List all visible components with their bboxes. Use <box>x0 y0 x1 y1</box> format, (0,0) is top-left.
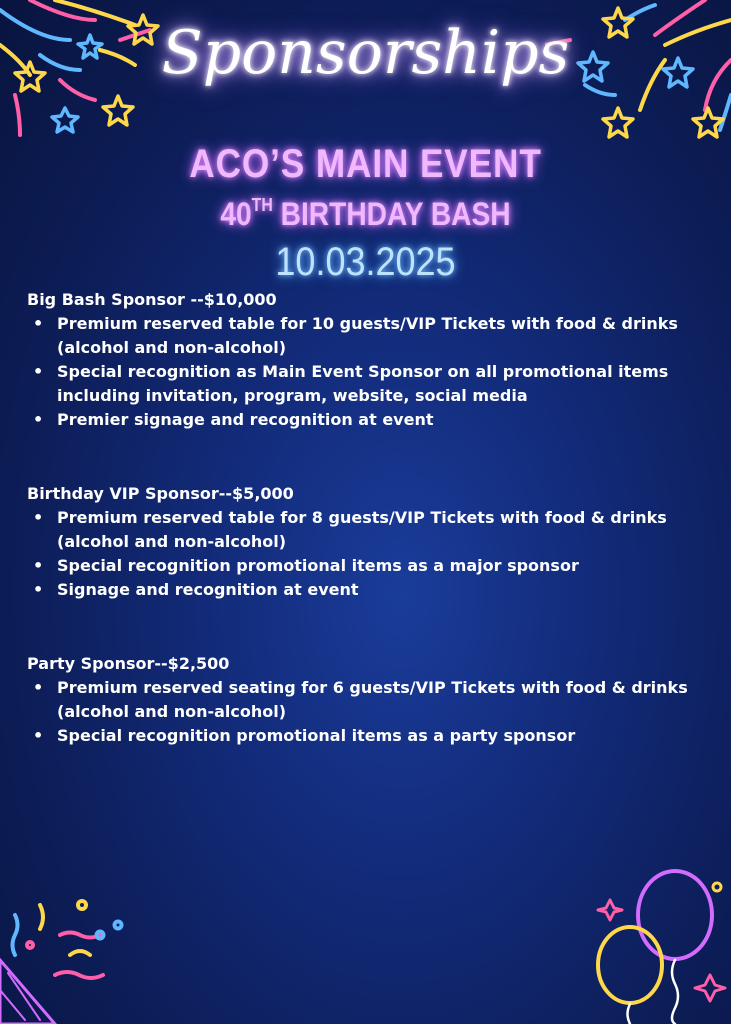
subtitle-superscript: TH <box>251 195 273 215</box>
tier-name: Big Bash Sponsor --$10,000 <box>27 290 277 309</box>
benefit-list <box>27 506 707 602</box>
benefit-item: • Premium reserved seating for 6 guests/VIP Tickets with food & drinks (alcohol and non-alcohol) <box>27 676 707 724</box>
sponsor-tier <box>27 482 707 602</box>
tier-name: Party Sponsor--$2,500 <box>27 654 230 673</box>
tier-name: Birthday VIP Sponsor--$5,000 <box>27 484 294 503</box>
sponsor-tier <box>27 288 707 432</box>
benefit-item: • Signage and recognition at event <box>27 578 707 602</box>
neon-party-popper-confetti-icon <box>0 895 130 1024</box>
event-name: ACO’S MAIN EVENT <box>189 142 542 186</box>
page-title: Sponsorships <box>161 18 570 88</box>
benefit-list <box>27 312 707 432</box>
benefit-item: • Special recognition as Main Event Sponsor on all promotional items including invitation, program, website, social media <box>27 360 707 408</box>
benefit-item: • Premium reserved table for 8 guests/VIP Tickets with food & drinks (alcohol and non-alcohol) <box>27 506 707 554</box>
benefit-item: • Special recognition promotional items as a major sponsor <box>27 554 707 578</box>
event-date: 10.03.2025 <box>275 240 456 284</box>
sponsor-tier <box>27 652 707 748</box>
event-subtitle <box>44 195 687 233</box>
neon-balloons-icon <box>590 865 731 1024</box>
benefit-item: • Premium reserved table for 10 guests/VIP Tickets with food & drinks (alcohol and non-alcohol) <box>27 312 707 360</box>
subtitle-rest: BIRTHDAY BASH <box>280 196 511 232</box>
benefit-item: • Premier signage and recognition at event <box>27 408 707 432</box>
benefit-item: • Special recognition promotional items as a party sponsor <box>27 724 707 748</box>
subtitle-number: 40 <box>220 196 252 232</box>
benefit-list <box>27 676 707 748</box>
